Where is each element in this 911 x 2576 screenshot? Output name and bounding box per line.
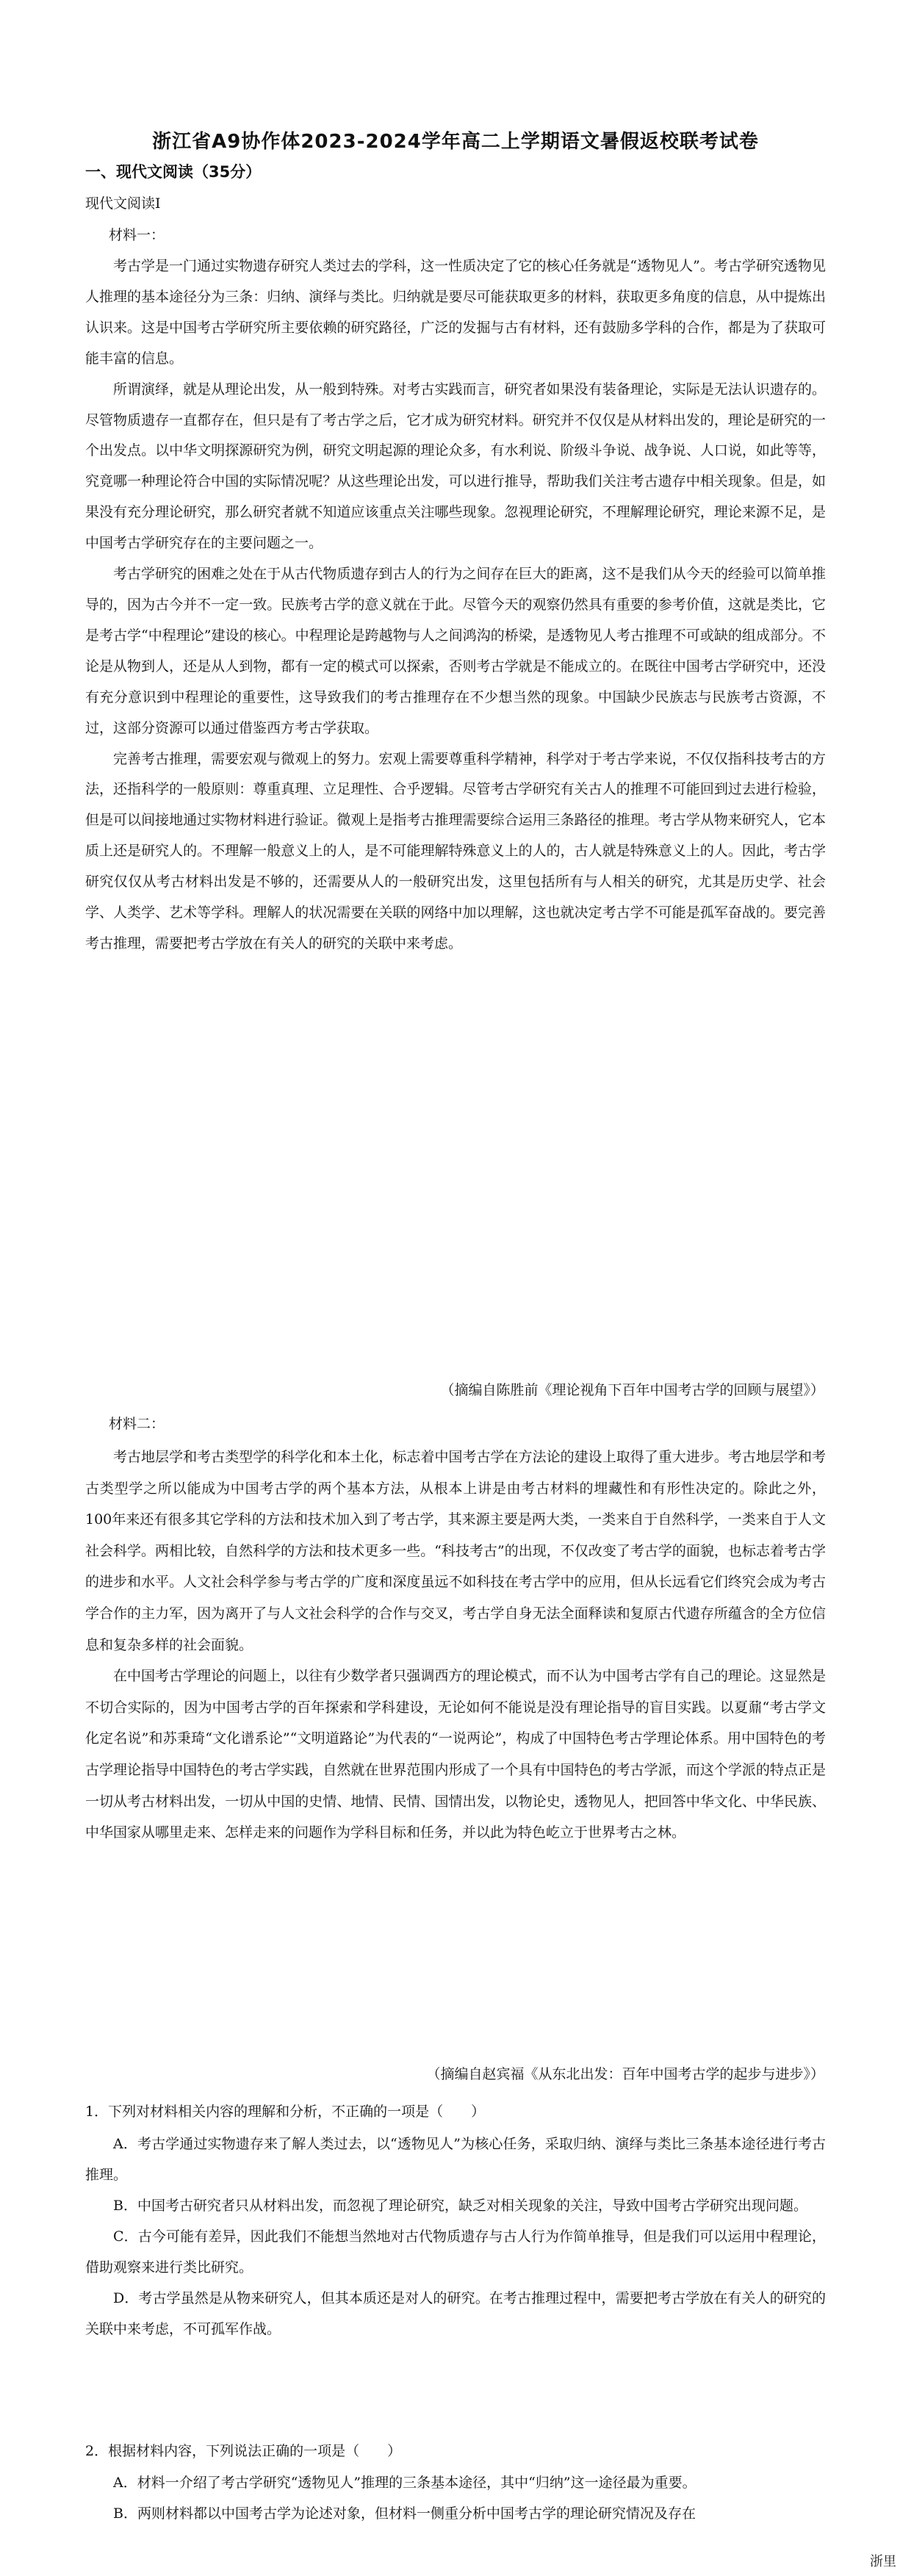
question2-options [85,2467,826,2529]
material2-paragraph: 在中国考古学理论的问题上，以往有少数学者只强调西方的理论模式，而不认为中国考古学有自己的理论。这显然是不切合实际的，因为中国考古学的百年探索和学科建设，无论如何不能说是没有理论指导的盲目实践。以夏鼐“考古学文化定名说”和苏秉琦“文化谱系论”“文明道路论”为代表的“一说两论”，构成了中国特色考古学理论体系。用中国特色的考古学理论指导中国特色的考古学实践，自然就在世界范围内形成了一个具有中国特色的考古学派，而这个学派的特点正是一切从考古材料出发，一切从中国的史情、地情、民情、国情出发，以物论史，透物见人，把回答中华文化、中华民族、中华国家从哪里走来、怎样走来的问题作为学科目标和任务，并以此为特色屹立于世界考古之林。 [85,1668,826,1841]
subheading: 现代文阅读Ⅰ [85,195,161,212]
material1-paragraph: 所谓演绎，就是从理论出发，从一般到特殊。对考古实践而言，研究者如果没有装备理论，实际是无法认识遗存的。尽管物质遗存一直都存在，但只是有了考古学之后，它才成为研究材料。研究并不仅仅是从材料出发的，理论是研究的一个出发点。以中华文明探源研究为例，研究文明起源的理论众多，有水利说、阶级斗争说、战争说、人口说，如此等等，究竟哪一种理论符合中国的实际情况呢？从这些理论出发，可以进行推导，帮助我们关注考古遗存中相关现象。但是，如果没有充分理论研究，那么研究者就不知道应该重点关注哪些现象。忽视理论研究，不理解理论研究，理论来源不足，是中国考古学研究存在的主要问题之一。 [85,381,826,552]
material1-source: （摘编自陈胜前《理论视角下百年中国考古学的回顾与展望》） [440,1382,824,1398]
question2-option-a[interactable]: A．材料一介绍了考古学研究“透物见人”推理的三条基本途径，其中“归纳”这一途径最为重要。 [113,2475,696,2491]
material2-paragraph: 考古地层学和考古类型学的科学化和本土化，标志着中国考古学在方法论的建设上取得了重大进步。考古地层学和考古类型学之所以能成为中国考古学的两个基本方法，从根本上讲是由考古材料的埋藏性和有形性决定的。除此之外， 100年来还有很多其它学科的方法和技术加入到了考古学，其来源主要是两大类，一类来自于自然科学，一类来自于人文社会科学。两相比较，自然科学的方法和技术更多一些。“科技考古”的出现，不仅改变了考古学的面貌，也标志着考古学的进步和水平。人文社会科学参与考古学的广度和深度虽远不如科技在考古学中的应用，但从长远看它们终究会成为考古学合作的主力军，因为离开了与人文社会科学的合作与交叉，考古学自身无法全面释读和复原古代遗存所蕴含的全方位信息和复杂多样的社会面貌。 [85,1449,826,1653]
material1-body [85,251,826,960]
material1-paragraph: 考古学是一门通过实物遗存研究人类过去的学科，这一性质决定了它的核心任务就是“透物见人”。考古学研究透物见人推理的基本途径分为三条：归纳、演绎与类比。归纳就是要尽可能获取更多的材料，获取更多角度的信息，从中提炼出认识来。这是中国考古学研究所主要依赖的研究路径，广泛的发掘与古有材料，还有鼓励多学科的合作，都是为了获取可能丰富的信息。 [85,258,826,367]
material1-paragraph: 考古学研究的困难之处在于从古代物质遗存到古人的行为之间存在巨大的距离，这不是我们从今天的经验可以简单推导的，因为古今并不一定一致。民族考古学的意义就在于此。尽管今天的观察仍然具有重要的参考价值，这就是类比，它是考古学“中程理论”建设的核心。中程理论是跨越物与人之间鸿沟的桥梁，是透物见人考古推理不可或缺的组成部分。不论是从物到人，还是从人到物，都有一定的模式可以探索，否则考古学就是不能成立的。在既往中国考古学研究中，还没有充分意识到中程理论的重要性，这导致我们的考古推理存在不少想当然的现象。中国缺少民族志与民族考古资源，不过，这部分资源可以通过借鉴西方考古学获取。 [85,566,826,736]
material2-label: 材料二： [109,1416,165,1432]
page-footer: 浙里 [870,2554,896,2569]
material2-source: （摘编自赵宾福《从东北出发：百年中国考古学的起步与进步》） [426,2066,824,2082]
material1-label: 材料一： [109,227,165,243]
material1-paragraph: 完善考古推理，需要宏观与微观上的努力。宏观上需要尊重科学精神，科学对于考古学来说，不仅仅指科技考古的方法，还指科学的一般原则：尊重真理、立足理性、合乎逻辑。尽管考古学研究有关古人的推理不可能回到过去进行检验，但是可以间接地通过实物材料进行验证。微观上是指考古推理需要综合运用三条路径的推理。考古学从物来研究人，它本质上还是研究人的。不理解一般意义上的人，是不可能理解特殊意义上的人的，古人就是特殊意义上的人。因此，考古学研究仅仅从考古材料出发是不够的，还需要从人的一般研究出发，这里包括所有与人相关的研究，尤其是历史学、社会学、人类学、艺术等学科。理解人的状况需要在关联的网络中加以理解，这也就决定考古学不可能是孤军奋战的。要完善考古推理，需要把考古学放在有关人的研究的关联中来考虑。 [85,750,826,951]
question1-options [85,2129,826,2345]
question1-option-c[interactable]: C．古今可能有差异，因此我们不能想当然地对古代物质遗存与古人行为作简单推导，但是我们可以运用中程理论，借助观察来进行类比研究。 [85,2228,826,2275]
question2-option-b[interactable]: B．两则材料都以中国考古学为论述对象，但材料一侧重分析中国考古学的理论研究情况及存在 [113,2505,696,2522]
material2-body [85,1442,826,1849]
question2-stem: 2．根据材料内容，下列说法正确的一项是（ ） [85,2443,402,2459]
exam-title: 浙江省A9协作体2023-2024学年高二上学期语文暑假返校联考试卷 [152,131,759,153]
section-heading: 一、现代文阅读（35分） [85,163,262,181]
question1-option-b[interactable]: B．中国考古研究者只从材料出发，而忽视了理论研究，缺乏对相关现象的关注，导致中国考古学研究出现问题。 [113,2198,807,2214]
question1-option-d[interactable]: D．考古学虽然是从物来研究人，但其本质还是对人的研究。在考古推理过程中，需要把考古学放在有关人的研究的关联中来考虑，不可孤军作战。 [85,2290,826,2337]
question1-option-a[interactable]: A．考古学通过实物遗存来了解人类过去，以“透物见人”为核心任务，采取归纳、演绎与类比三条基本途径进行考古推理。 [85,2136,826,2183]
question1-stem: 1．下列对材料相关内容的理解和分析，不正确的一项是（ ） [85,2104,486,2120]
